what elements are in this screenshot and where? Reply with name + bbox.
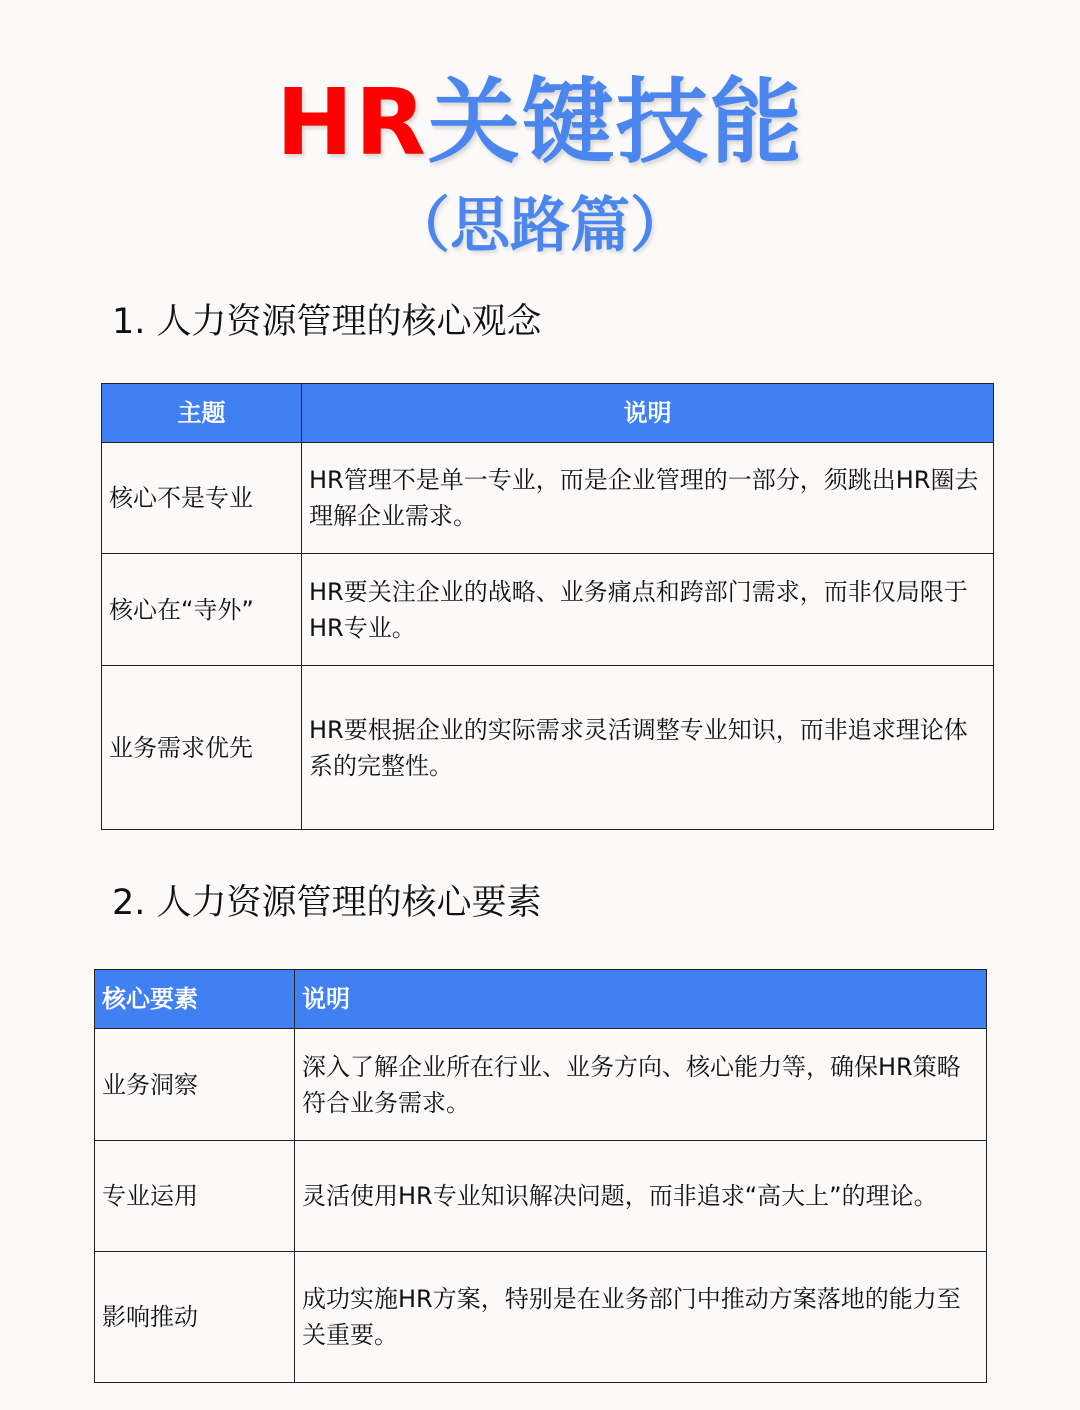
table-row <box>95 1141 987 1252</box>
section-heading-1: 1. 人力资源管理的核心观念 <box>112 302 542 342</box>
table-row <box>102 666 994 830</box>
description-cell: HR要关注企业的战略、业务痛点和跨部门需求，而非仅局限于HR专业。 <box>302 554 994 666</box>
table-row <box>102 443 994 554</box>
description-cell: 灵活使用HR专业知识解决问题，而非追求“高大上”的理论。 <box>295 1141 987 1252</box>
topic-cell: 核心在“寺外” <box>102 554 302 666</box>
page-title <box>0 68 1080 178</box>
column-header: 说明 <box>302 384 994 443</box>
table-row <box>102 554 994 666</box>
table-row <box>95 1252 987 1383</box>
description-cell: HR管理不是单一专业，而是企业管理的一部分，须跳出HR圈去理解企业需求。 <box>302 443 994 554</box>
table-header-row <box>95 970 987 1029</box>
title-main: 关键技能 <box>427 69 804 176</box>
element-cell: 影响推动 <box>95 1252 295 1383</box>
topic-cell: 核心不是专业 <box>102 443 302 554</box>
table-header-row <box>102 384 994 443</box>
column-header: 说明 <box>295 970 987 1029</box>
column-header: 核心要素 <box>95 970 295 1029</box>
page-subtitle: （思路篇） <box>390 191 690 261</box>
description-cell: 成功实施HR方案，特别是在业务部门中推动方案落地的能力至关重要。 <box>295 1252 987 1383</box>
title-hr: HR <box>276 69 428 176</box>
column-header: 主题 <box>102 384 302 443</box>
element-cell: 专业运用 <box>95 1141 295 1252</box>
core-elements-table <box>94 969 987 1383</box>
description-cell: HR要根据企业的实际需求灵活调整专业知识，而非追求理论体系的完整性。 <box>302 666 994 830</box>
table-row <box>95 1029 987 1141</box>
element-cell: 业务洞察 <box>95 1029 295 1141</box>
section-heading-2: 2. 人力资源管理的核心要素 <box>112 883 542 923</box>
description-cell: 深入了解企业所在行业、业务方向、核心能力等，确保HR策略符合业务需求。 <box>295 1029 987 1141</box>
topic-cell: 业务需求优先 <box>102 666 302 830</box>
core-concepts-table <box>101 383 994 830</box>
